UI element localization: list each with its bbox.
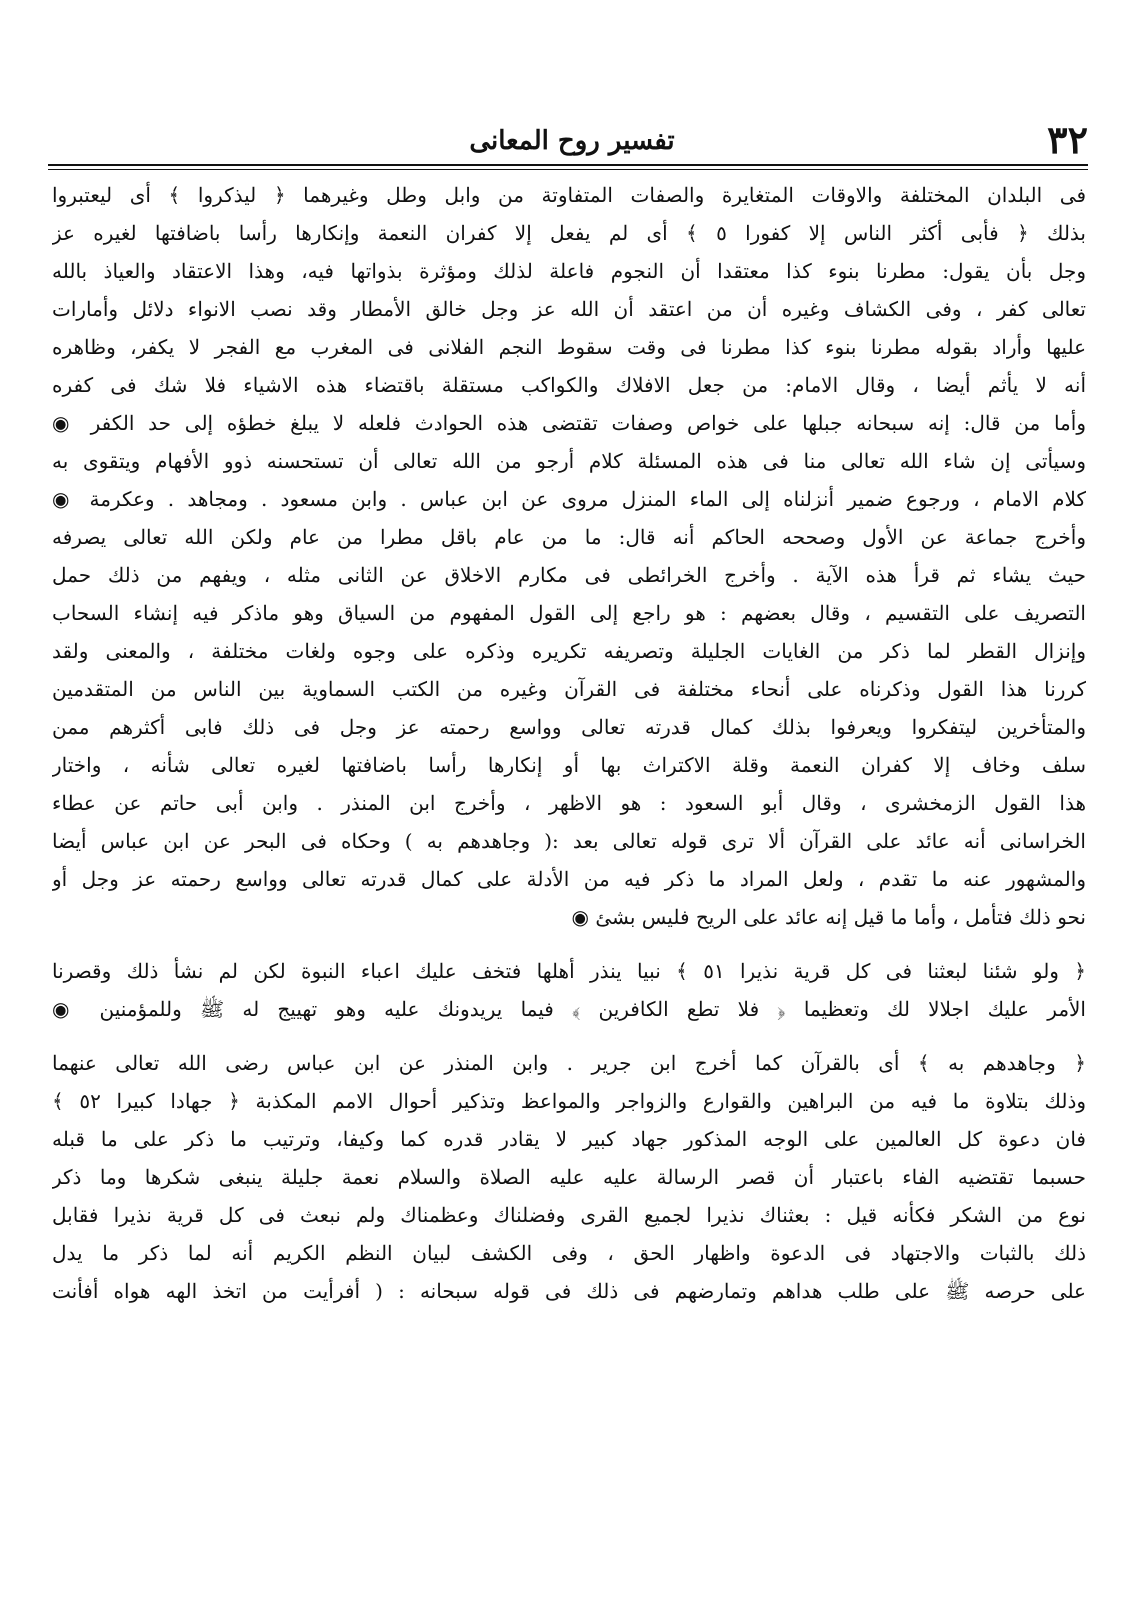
paragraph: [52, 952, 1086, 1028]
text-line: كررنا هذا القول وذكرناه على أنحاء مختلفة فى القرآن وغيره من الكتب السماوية بين الناس من المتقدمين: [52, 677, 1086, 701]
text-line: هذا القول الزمخشرى ، وقال أبو السعود : هو الاظهر ، وأخرج ابن المنذر . وابن أبى حاتم عن عطاء: [52, 791, 1086, 815]
text-line: الخراسانى أنه عائد على القرآن ألا ترى قوله تعالى بعد :( وجاهدهم به ) وحكاه فى البحر عن ابن عباس أيضا: [52, 829, 1086, 853]
text-line: وسيأتى إن شاء الله تعالى منا فى هذه المسئلة كلام أرجو من الله تعالى أن تستحسنه ذوو الأفهام ويتقوى به: [52, 449, 1086, 473]
text-line: تعالى كفر ، وفى الكشاف وغيره أن من اعتقد أن الله عز وجل خالق الأمطار وقد نصب الانواء دلائل وأمارات: [52, 297, 1086, 321]
text-line: وإنزال القطر لما ذكر من الغايات الجليلة وتصريفه تكريره وذكره على وجوه ولغات مختلفة ، والمعنى ولقد: [52, 639, 1086, 663]
header-rule: [48, 164, 1088, 170]
text-line: ﴿ ولو شئنا لبعثنا فى كل قرية نذيرا ٥١ ﴾ نبيا ينذر أهلها فتخف عليك اعباء النبوة لكن لم نشأ ذلك وقصرنا: [52, 959, 1086, 983]
paragraph: [52, 1044, 1086, 1310]
text-line: حيث يشاء ثم قرأ هذه الآية . وأخرج الخرائطى فى مكارم الاخلاق عن الثانى مثله ، ويفهم من ذلك حمل: [52, 563, 1086, 587]
text-line: كلام الامام ، ورجوع ضمير أنزلناه إلى الماء المنزل مروى عن ابن عباس . وابن مسعود . ومجاهد . وعكرمة ◉: [52, 487, 1086, 511]
text-line: وأخرج جماعة عن الأول وصححه الحاكم أنه قال: ما من عام باقل مطرا من عام ولكن الله تعالى يصرفه: [52, 525, 1086, 549]
text-line: وجل بأن يقول: مطرنا بنوء كذا معتقدا أن النجوم فاعلة لذلك ومؤثرة بذواتها فيه، وهذا الاعتقاد والعياذ بالله: [52, 259, 1086, 283]
text-line: نوع من الشكر فكأنه قيل : بعثناك نذيرا لجميع القرى وفضلناك وعظمناك ولم نبعث فى كل قرية نذيرا فقابل: [52, 1203, 1086, 1227]
text-line: على حرصه ﷺ على طلب هداهم وتمارضهم فى ذلك فى قوله سبحانه : ( أفرأيت من اتخذ الهه هواه أفأنت: [52, 1279, 1086, 1303]
text-line: ذلك بالثبات والاجتهاد فى الدعوة واظهار الحق ، وفى الكشف لبيان النظم الكريم أنه لما ذكر ما يدل: [52, 1241, 1086, 1265]
page-number: ٣٢: [1047, 117, 1088, 162]
text-line: عليها وأراد بقوله مطرنا بنوء كذا مطرنا فى وقت سقوط النجم الفلانى فى المغرب مع الفجر لا يكفر، وظاهره: [52, 335, 1086, 359]
text-line: وأما من قال: إنه سبحانه جبلها على خواص وصفات تقتضى هذه الحوادث فلعله لا يبلغ خطؤه إلى حد الكفر ◉: [52, 411, 1086, 435]
text-line: بذلك ﴿ فأبى أكثر الناس إلا كفورا ٥ ﴾ أى لم يفعل إلا كفران النعمة وإنكارها رأسا باضافتها لغيره عز: [52, 221, 1086, 245]
text-line: حسبما تقتضيه الفاء باعتبار أن قصر الرسالة عليه عليه الصلاة والسلام نعمة جليلة ينبغى شكرها وما ذكر: [52, 1165, 1086, 1189]
text-line: التصريف على التقسيم ، وقال بعضهم : هو راجع إلى القول المفهوم من السياق وهو ماذكر فيه إنشاء السحاب: [52, 601, 1086, 625]
text-line: أنه لا يأثم أيضا ، وقال الامام: من جعل الافلاك والكواكب مستقلة باقتضاء هذه الاشياء فلا شك فى كفره: [52, 373, 1086, 397]
text-line: ﴿ وجاهدهم به ﴾ أى بالقرآن كما أخرج ابن جرير . وابن المنذر عن ابن عباس رضى الله تعالى عنهما: [52, 1051, 1086, 1075]
text-line: وذلك بتلاوة ما فيه من البراهين والقوارع والزواجر والمواعظ وتذكير أحوال الامم المكذبة ﴿ جهادا كبيرا ٥٢ ﴾: [52, 1089, 1086, 1113]
paragraph: [52, 176, 1086, 936]
text-line: والمشهور عنه ما تقدم ، ولعل المراد ما ذكر فيه من الأدلة على كمال قدرته تعالى وواسع رحمته عز وجل أو: [52, 867, 1086, 891]
text-line: والمتأخرين ليتفكروا ويعرفوا بذلك كمال قدرته تعالى وواسع رحمته عز وجل فى ذلك فابى أكثرهم ممن: [52, 715, 1086, 739]
text-line: فان دعوة كل العالمين على الوجه المذكور جهاد كبير لا يقادر قدره كما وكيفا، وترتيب ما ذكر على ما قبله: [52, 1127, 1086, 1151]
running-title: تفسير روح المعانى: [469, 126, 675, 156]
page-body: [52, 176, 1086, 1310]
text-line: نحو ذلك فتأمل ، وأما ما قيل إنه عائد على الريح فليس بشئ ◉: [571, 905, 1086, 929]
text-line: الأمر عليك اجلالا لك وتعظيما ﴿ فلا تطع الكافرين ﴾ فيما يريدونك عليه وهو تهييج له ﷺ وللمؤمنين ◉: [52, 997, 1086, 1021]
page-header: [56, 118, 1088, 162]
paragraph-gap: [52, 1028, 1086, 1044]
paragraph-gap: [52, 936, 1086, 952]
text-line: سلف وخاف إلا كفران النعمة وقلة الاكتراث بها أو إنكارها رأسا باضافتها لغيره تعالى شأنه ، واختار: [52, 753, 1086, 777]
text-line: فى البلدان المختلفة والاوقات المتغايرة والصفات المتفاوتة من وابل وطل وغيرهما ﴿ ليذكروا ﴾ أى ليعتبروا: [52, 183, 1086, 207]
